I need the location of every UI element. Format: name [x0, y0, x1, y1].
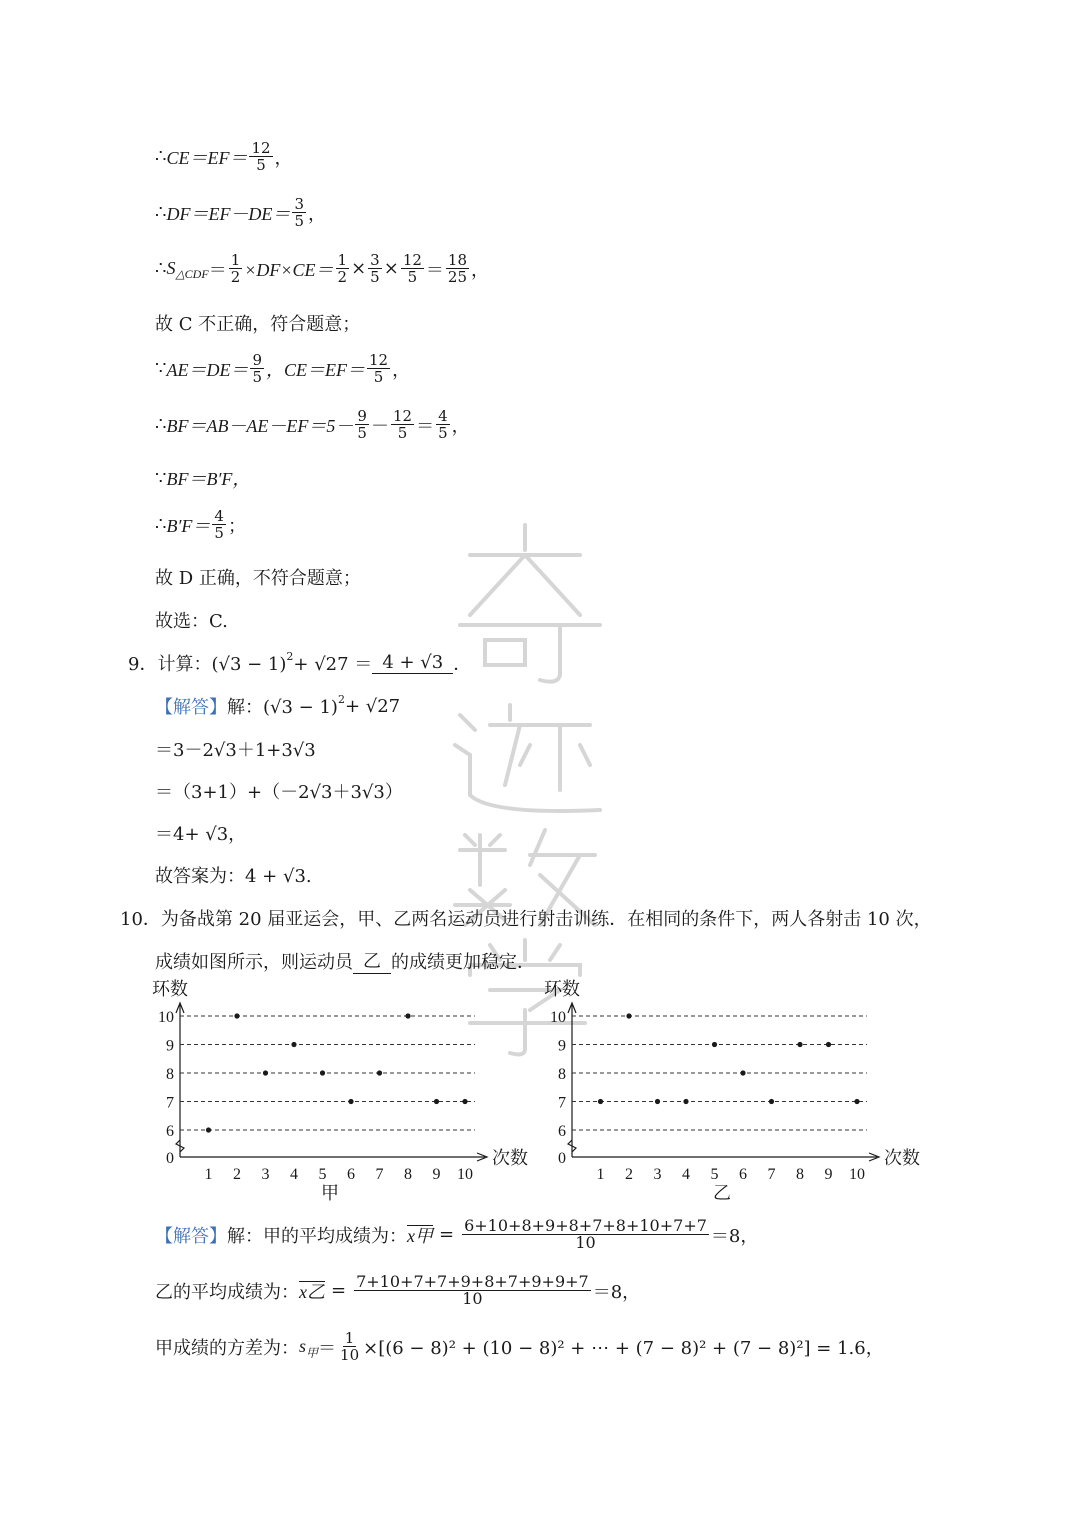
step-text: 故答案为：4 + √3. [155, 866, 312, 887]
chart-title: 甲 [321, 1183, 339, 1203]
fraction [249, 140, 272, 173]
x-tick-label: 7 [767, 1166, 776, 1183]
punct: ， [392, 359, 411, 381]
expr-text: DF＝EF－DE＝ [166, 203, 291, 224]
expr-text: CE＝EF＝ [166, 147, 248, 168]
therefore-symbol: ∴ [155, 514, 167, 535]
x-tick-label: 4 [682, 1166, 690, 1183]
expr-text: B′F＝ [166, 515, 211, 536]
equals: ＝ [208, 259, 227, 281]
q9-step3 [155, 820, 246, 846]
x-axis-label: 次数 [492, 1148, 528, 1168]
area-symbol: S [166, 258, 176, 278]
therefore-symbol: ∴ [155, 258, 167, 279]
result: ＝8， [710, 1225, 759, 1247]
fraction [354, 1274, 591, 1307]
solution8-line2 [155, 196, 326, 229]
data-point [263, 1070, 268, 1075]
answer-blank: 4 + √3 [372, 652, 453, 674]
denominator: 5 [256, 156, 266, 174]
fraction [401, 252, 424, 285]
data-point [320, 1070, 325, 1075]
solution-text: + √27 [344, 695, 401, 717]
denominator: 5 [407, 268, 418, 286]
q9-step4 [155, 862, 312, 888]
solution8-line8 [155, 508, 246, 541]
denominator: 10 [575, 1233, 596, 1252]
area-subscript: △CDF [175, 267, 209, 281]
x-tick-label: 7 [375, 1166, 384, 1183]
exponent: 2 [337, 692, 345, 706]
expr-text: BF＝AB－AE－EF＝5－ [166, 415, 354, 436]
numerator: 12 [251, 139, 271, 157]
x-tick-label: 10 [457, 1166, 473, 1183]
solution8-line7 [155, 465, 250, 491]
variance-expression: ×[(6 − 8)² + (10 − 8)² + ⋯ + (7 − 8)² + (7 − 8)²] = 1.6， [363, 1337, 884, 1359]
denominator: 2 [230, 268, 241, 286]
text: 故 D 正确，不符合题意； [155, 568, 361, 589]
minus: － [370, 415, 389, 437]
question-text: 为备战第 20 届亚运会，甲、乙两名运动员进行射击训练．在相同的条件下，两人各射击 10 次， [160, 909, 932, 930]
y-tick-label: 6 [166, 1123, 174, 1140]
data-point [462, 1099, 467, 1104]
q10-answer-line2: 乙的平均成绩为： x乙 = $\frac{7+10+7+7+9+8+7+9+9+7}{10}$ ＝8， [155, 1272, 641, 1308]
variance-subscript: 甲 [306, 1346, 319, 1360]
data-point [234, 1013, 239, 1018]
data-point [712, 1042, 717, 1047]
expr-text: ×DF×CE＝ [244, 259, 334, 280]
denominator: 5 [252, 368, 262, 386]
data-point [626, 1013, 631, 1018]
data-point [598, 1099, 603, 1104]
expr-text: AE＝DE＝ [166, 359, 249, 380]
origin-label: 0 [166, 1150, 174, 1167]
fraction [355, 408, 369, 441]
question-number: 9． [128, 654, 158, 675]
solution-text: 解：(√3 − 1) [227, 697, 338, 718]
solution8-line6 [155, 408, 470, 441]
therefore-symbol: ∴ [155, 146, 167, 167]
data-point [291, 1042, 296, 1047]
solution-text: 乙的平均成绩为： [155, 1281, 299, 1303]
solution-text: 甲成绩的方差为： [155, 1337, 299, 1359]
numerator: 1 [337, 251, 348, 269]
y-tick-label: 8 [166, 1066, 174, 1083]
denominator: 5 [438, 424, 448, 442]
numerator: 6+10+8+9+8+7+8+10+7+7 [464, 1216, 707, 1235]
fraction [336, 252, 350, 285]
y-axis-label: 环数 [544, 979, 580, 999]
x-tick-label: 3 [261, 1166, 270, 1183]
y-tick-label: 9 [558, 1037, 566, 1055]
data-point [740, 1070, 745, 1075]
data-point [434, 1099, 439, 1104]
punct: ， [471, 259, 489, 281]
q10-answer-line3 [155, 1330, 884, 1363]
x-tick-label: 4 [290, 1166, 298, 1183]
numerator: 1 [230, 251, 241, 269]
y-tick-label: 8 [558, 1066, 566, 1083]
x-tick-label: 2 [233, 1166, 241, 1183]
equals: ＝ [425, 259, 444, 281]
fraction [229, 252, 243, 285]
numerator: 9 [357, 407, 367, 425]
solution8-line4 [155, 310, 360, 336]
solution8-line3 [155, 252, 489, 285]
numerator: 3 [370, 251, 380, 269]
denominator: 10 [340, 1346, 360, 1364]
fraction [368, 252, 382, 285]
times: × [383, 258, 399, 279]
step-text: ＝4+ √3， [155, 824, 247, 845]
answer-tag: 【解答】 [155, 1225, 227, 1247]
data-point [655, 1099, 660, 1104]
denominator: 5 [357, 424, 367, 442]
result: ＝8， [592, 1281, 641, 1303]
x-tick-label: 6 [347, 1166, 355, 1183]
solution8-line1 [155, 140, 293, 173]
data-point [826, 1042, 831, 1047]
numerator: 7+10+7+7+9+8+7+9+9+7 [356, 1272, 589, 1291]
denominator: 5 [373, 368, 384, 386]
denominator: 5 [214, 524, 224, 542]
fraction [462, 1218, 709, 1251]
chart-yi [542, 975, 932, 1205]
question10-line2 [155, 947, 535, 974]
text: 故选：C. [155, 611, 228, 632]
times: × [351, 258, 367, 279]
answer-blank: 乙 [353, 947, 391, 974]
therefore-symbol: ∴ [155, 202, 167, 223]
y-tick-label: 9 [166, 1037, 174, 1055]
numerator: 12 [368, 351, 389, 369]
expr-text: ，CE＝EF＝ [265, 359, 365, 380]
punct: ； [227, 515, 246, 537]
y-tick-label: 10 [158, 1009, 174, 1026]
x-tick-label: 2 [625, 1166, 633, 1183]
fraction [212, 508, 226, 541]
exponent: 2 [286, 649, 294, 663]
fraction [391, 408, 414, 441]
variance-symbol: s [299, 1336, 307, 1356]
data-point [854, 1099, 859, 1104]
question-text: 成绩如图所示，则运动员 [155, 951, 353, 973]
step-text: ＝（3+1）+（－2√3＋3√3） [155, 782, 403, 803]
because-symbol: ∵ [155, 467, 167, 489]
fraction [338, 1330, 361, 1363]
data-point [206, 1127, 211, 1132]
numerator: 1 [344, 1329, 355, 1347]
equals: ＝ [416, 415, 435, 437]
solution8-line9 [155, 564, 361, 590]
denominator: 5 [294, 212, 304, 230]
q10-answer-line1: 【解答】 解：甲的平均成绩为： x甲 = $\frac{6+10+8+9+8+7+8+10+7+7}{10}$ ＝8， [155, 1216, 759, 1252]
q9-step1 [155, 736, 316, 762]
fraction [446, 252, 469, 285]
fraction [250, 352, 264, 385]
equals: ＝ [318, 1337, 337, 1359]
denominator: 25 [447, 268, 467, 286]
question9 [128, 650, 471, 676]
chart-title: 乙 [713, 1183, 731, 1203]
y-tick-label: 6 [558, 1123, 566, 1140]
question-text: 计算：(√3 − 1) [157, 654, 287, 675]
denominator: 5 [397, 424, 408, 442]
answer-tag: 【解答】 [155, 697, 227, 718]
because-symbol: ∵ [155, 358, 167, 379]
solution-text: 解：甲的平均成绩为： [227, 1225, 407, 1247]
denominator: 10 [462, 1289, 483, 1308]
punct: ， [274, 147, 293, 169]
chart-jia [150, 975, 540, 1205]
x-tick-label: 10 [849, 1166, 865, 1183]
question-text: + √27 ＝ [293, 654, 373, 675]
x-tick-label: 5 [318, 1166, 327, 1183]
q9-step2 [155, 778, 403, 804]
x-tick-label: 9 [432, 1166, 441, 1183]
numerator: 4 [214, 507, 224, 525]
x-tick-label: 6 [739, 1166, 747, 1183]
punct: ， [451, 415, 470, 437]
x-tick-label: 8 [796, 1166, 804, 1183]
mean-symbol: x甲 [407, 1225, 433, 1246]
mean-symbol: x乙 [299, 1281, 325, 1302]
step-text: ＝3－2√3＋1+3√3 [155, 740, 316, 761]
numerator: 12 [392, 407, 413, 425]
x-tick-label: 5 [710, 1166, 719, 1183]
y-tick-label: 7 [166, 1094, 174, 1112]
numerator: 3 [294, 195, 304, 213]
origin-label: 0 [558, 1150, 566, 1167]
solution8-line10 [155, 607, 228, 633]
fraction [292, 196, 306, 229]
numerator: 9 [252, 351, 262, 369]
fraction [367, 352, 390, 385]
data-point [797, 1042, 802, 1047]
y-tick-label: 7 [558, 1094, 566, 1112]
numerator: 18 [447, 251, 467, 269]
question-number: 10． [120, 909, 161, 930]
question10-line1 [120, 905, 932, 931]
x-tick-label: 1 [204, 1166, 213, 1183]
denominator: 5 [370, 268, 380, 286]
q9-solution-intro [155, 693, 400, 719]
question-text: 的成绩更加稳定． [391, 951, 535, 973]
data-point [405, 1013, 410, 1018]
x-tick-label: 9 [824, 1166, 833, 1183]
x-tick-label: 1 [596, 1166, 605, 1183]
fraction [436, 408, 450, 441]
punct: ， [307, 203, 326, 225]
expr-text: BF＝B′F， [166, 469, 251, 489]
data-point [769, 1099, 774, 1104]
numerator: 12 [402, 251, 422, 269]
y-axis-label: 环数 [152, 979, 188, 999]
x-tick-label: 3 [653, 1166, 662, 1183]
solution8-line5 [155, 352, 410, 385]
punct: ． [453, 654, 472, 675]
x-tick-label: 8 [404, 1166, 412, 1183]
denominator: 2 [337, 268, 348, 286]
therefore-symbol: ∴ [155, 414, 167, 435]
data-point [377, 1070, 382, 1075]
numerator: 4 [438, 407, 448, 425]
x-axis-label: 次数 [884, 1148, 920, 1168]
data-point [683, 1099, 688, 1104]
y-tick-label: 10 [550, 1009, 566, 1026]
data-point [348, 1099, 353, 1104]
text: 故 C 不正确，符合题意； [155, 314, 361, 335]
